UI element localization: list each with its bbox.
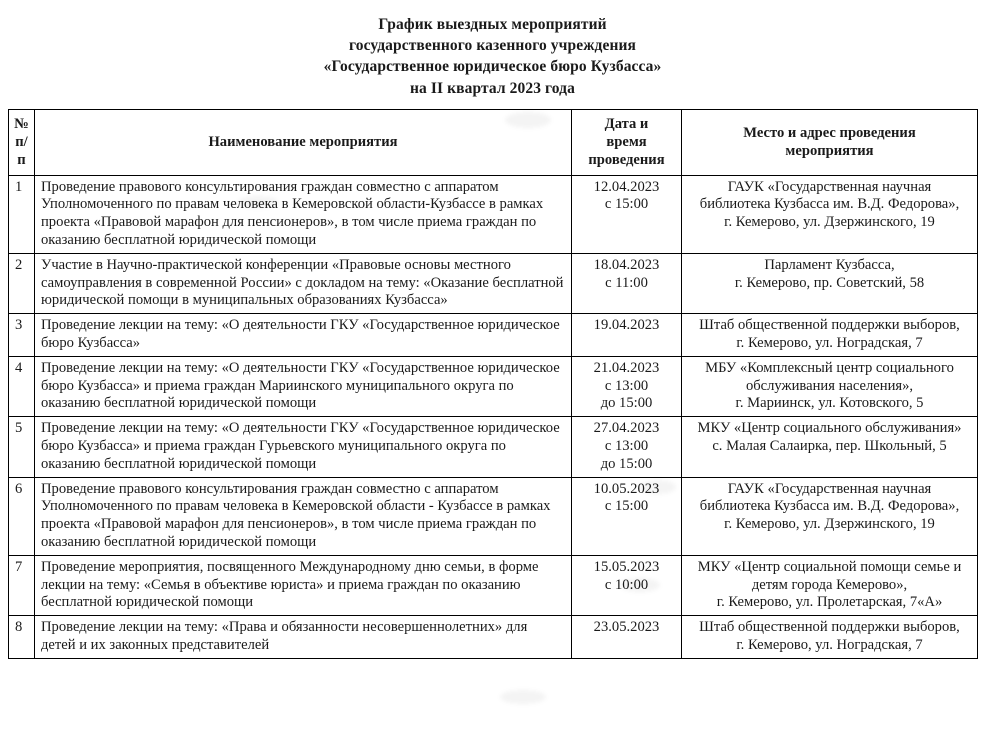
row-place-line: МКУ «Центр социального обслуживания» xyxy=(697,420,962,437)
table-row xyxy=(9,253,978,313)
row-place-line: г. Кемерово, ул. Дзержинского, 19 xyxy=(724,516,935,533)
row-place xyxy=(682,253,978,313)
row-date-line: с 13:00 xyxy=(604,438,649,454)
table-header-row xyxy=(9,109,978,175)
row-date-line: с 15:00 xyxy=(604,498,649,515)
row-number: 5 xyxy=(9,417,35,477)
row-place-line: МБУ «Комплексный центр социального xyxy=(705,359,954,376)
row-event-name: Проведение лекции на тему: «Права и обязанности несовершеннолетних» для детей и их законных представителей xyxy=(35,616,572,659)
row-number: 4 xyxy=(9,356,35,416)
column-header-place-line1: Место и адрес проведения xyxy=(743,125,916,142)
row-place xyxy=(682,616,978,659)
row-event-name: Участие в Научно-практической конференции «Правовые основы местного самоуправления в современной России» с докладом на тему: «Оказание бесплатной юридической помощи в муниципальных образованиях Кузбасса» xyxy=(35,253,572,313)
row-place xyxy=(682,314,978,357)
column-header-date xyxy=(572,109,682,175)
row-date-line: 18.04.2023 xyxy=(593,256,660,273)
row-date xyxy=(572,477,682,555)
row-place-line: г. Кемерово, пр. Советский, 58 xyxy=(734,274,925,291)
row-place xyxy=(682,555,978,615)
row-place xyxy=(682,175,978,253)
row-date xyxy=(572,555,682,615)
row-date-line: 19.04.2023 xyxy=(593,317,660,334)
row-date-line: 27.04.2023 xyxy=(593,420,660,437)
row-date xyxy=(572,417,682,477)
title-line-2: государственного казенного учреждения xyxy=(348,37,637,55)
column-header-date-line3: проведения xyxy=(588,152,665,169)
row-place-line: библиотека Кузбасса им. В.Д. Федорова», xyxy=(699,196,960,213)
row-place-line: МКУ «Центр социальной помощи семье и xyxy=(697,558,962,575)
column-header-number-line2: п/п xyxy=(15,134,28,169)
row-event-name: Проведение правового консультирования граждан совместно с аппаратом Уполномоченного по правам человека в Кемеровской области - Кузбассе в рамках проекта «Правовой марафон для пенсионеров», в том числе приема граждан по оказанию бесплатной юридической помощи xyxy=(35,477,572,555)
title-line-1: График выездных мероприятий xyxy=(378,16,607,33)
row-date xyxy=(572,616,682,659)
title-line-4: на II квартал 2023 года xyxy=(410,79,575,97)
row-number: 3 xyxy=(9,314,35,357)
table-row xyxy=(9,356,978,416)
row-date-line: 12.04.2023 xyxy=(593,178,660,195)
row-place-line: ГАУК «Государственная научная xyxy=(727,480,932,497)
row-date-line: с 15:00 xyxy=(604,196,649,213)
row-place-line: обслуживания населения», xyxy=(745,377,914,394)
row-place-line: библиотека Кузбасса им. В.Д. Федорова», xyxy=(699,498,960,515)
row-place-line: г. Кемерово, ул. Пролетарская, 7«А» xyxy=(716,594,943,611)
row-event-name: Проведение лекции на тему: «О деятельности ГКУ «Государственное юридическое бюро Кузбасса» xyxy=(35,314,572,357)
row-date-line: с 10:00 xyxy=(604,576,649,593)
row-event-name: Проведение лекции на тему: «О деятельности ГКУ «Государственное юридическое бюро Кузбасса» и приема граждан Гурьевского муниципального округа по оказанию бесплатной юридической помощи xyxy=(35,417,572,477)
row-place xyxy=(682,477,978,555)
row-number: 7 xyxy=(9,555,35,615)
row-place xyxy=(682,417,978,477)
row-place-line: ГАУК «Государственная научная xyxy=(727,178,932,195)
column-header-place-line2: мероприятия xyxy=(785,143,874,160)
row-number: 2 xyxy=(9,253,35,313)
row-place-line: г. Мариинск, ул. Котовского, 5 xyxy=(735,395,924,412)
row-place-line: с. Малая Салаирка, пер. Школьный, 5 xyxy=(712,438,947,454)
row-date xyxy=(572,356,682,416)
column-header-date-line1: Дата и xyxy=(604,115,649,132)
row-date-line: с 13:00 xyxy=(604,377,649,394)
row-number: 1 xyxy=(9,175,35,253)
table-row xyxy=(9,555,978,615)
column-header-place xyxy=(682,109,978,175)
table-row xyxy=(9,175,978,253)
schedule-table xyxy=(8,109,978,659)
row-date xyxy=(572,175,682,253)
column-header-date-line2: время xyxy=(606,134,647,151)
table-row xyxy=(9,477,978,555)
row-event-name: Проведение мероприятия, посвященного Международному дню семьи, в форме лекции на тему: «Семья в объективе юриста» и приема граждан по оказанию бесплатной юридической помощи xyxy=(35,555,572,615)
row-place-line: г. Кемерово, ул. Дзержинского, 19 xyxy=(724,214,935,231)
page-title xyxy=(183,14,803,99)
title-line-3: «Государственное юридическое бюро Кузбасса» xyxy=(323,58,662,76)
column-header-number-line1: № xyxy=(14,115,29,132)
row-number: 6 xyxy=(9,477,35,555)
row-place-line: детям города Кемерово», xyxy=(751,576,908,593)
row-event-name: Проведение лекции на тему: «О деятельности ГКУ «Государственное юридическое бюро Кузбасса» и приема граждан Мариинского муниципального округа по оказанию бесплатной юридической помощи xyxy=(35,356,572,416)
row-date xyxy=(572,253,682,313)
row-date-line: 10.05.2023 xyxy=(593,480,660,497)
row-date-line: 15.05.2023 xyxy=(593,558,660,575)
row-date-line: с 11:00 xyxy=(605,274,648,291)
row-date-line: 23.05.2023 xyxy=(593,619,660,636)
row-place-line: Штаб общественной поддержки выборов, xyxy=(699,619,960,636)
row-date xyxy=(572,314,682,357)
row-event-name: Проведение правового консультирования граждан совместно с аппаратом Уполномоченного по правам человека в Кемеровской области-Кузбассе в рамках проекта «Правовой марафон для пенсионеров», в том числе приема граждан по оказанию бесплатной юридической помощи xyxy=(35,175,572,253)
row-place-line: г. Кемерово, ул. Ноградская, 7 xyxy=(736,636,923,653)
column-header-name: Наименование мероприятия xyxy=(35,109,572,175)
table-row xyxy=(9,417,978,477)
row-place xyxy=(682,356,978,416)
row-place-line: Парламент Кузбасса, xyxy=(764,256,895,273)
row-place-line: Штаб общественной поддержки выборов, xyxy=(699,317,960,334)
column-header-number xyxy=(9,109,35,175)
table-row xyxy=(9,314,978,357)
schedule-table-body xyxy=(9,175,978,658)
row-date-line: до 15:00 xyxy=(600,455,653,472)
row-date-line: до 15:00 xyxy=(600,395,653,412)
row-date-line: 21.04.2023 xyxy=(593,359,660,376)
row-number: 8 xyxy=(9,616,35,659)
row-place-line: г. Кемерово, ул. Ноградская, 7 xyxy=(736,335,923,352)
table-row xyxy=(9,616,978,659)
